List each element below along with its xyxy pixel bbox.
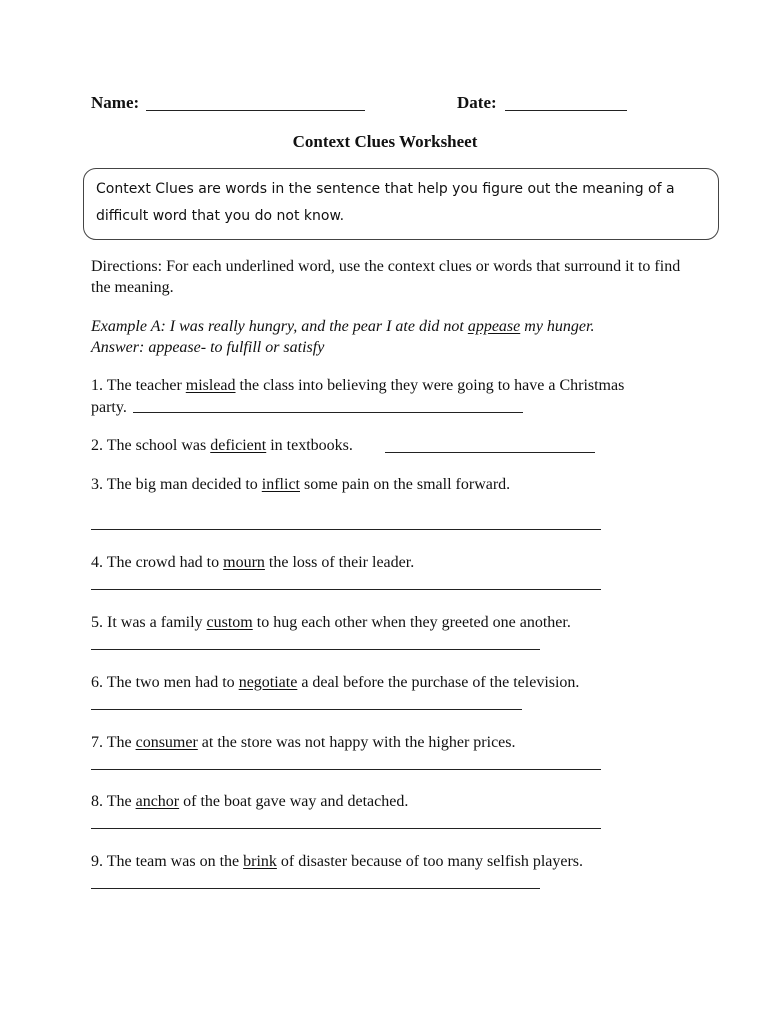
question-1 bbox=[91, 375, 624, 396]
vocab-word: negotiate bbox=[238, 674, 298, 691]
example-answer: Answer: appease- to fulfill or satisfy bbox=[91, 339, 325, 356]
question-text: of disaster because of too many selfish players. bbox=[276, 853, 584, 870]
vocab-word: deficient bbox=[210, 437, 267, 454]
vocab-word: inflict bbox=[261, 476, 300, 493]
question-text: the class into believing they were going to have a Christmas bbox=[235, 377, 625, 394]
answer-line-5[interactable] bbox=[91, 649, 540, 650]
question-6 bbox=[91, 672, 579, 693]
vocab-word: consumer bbox=[135, 734, 198, 751]
question-text: 8. The bbox=[91, 793, 136, 810]
question-text: 3. The big man decided to bbox=[91, 476, 262, 493]
page-title: Context Clues Worksheet bbox=[292, 132, 478, 151]
question-text: 5. It was a family bbox=[91, 614, 207, 631]
definition-box bbox=[83, 168, 719, 240]
date-label: Date: bbox=[457, 93, 497, 112]
answer-line-7[interactable] bbox=[91, 769, 601, 770]
question-1-continued: party. bbox=[91, 399, 127, 416]
definition-text: Context Clues are words in the sentence that help you figure out the meaning of a difficult word that you do not know. bbox=[96, 181, 675, 224]
vocab-word: mislead bbox=[185, 377, 236, 394]
question-text: 1. The teacher bbox=[91, 377, 186, 394]
answer-line-6[interactable] bbox=[91, 709, 522, 710]
vocab-word: custom bbox=[206, 614, 253, 631]
question-text: 6. The two men had to bbox=[91, 674, 239, 691]
question-8 bbox=[91, 791, 408, 812]
question-5 bbox=[91, 612, 571, 633]
vocab-word: brink bbox=[243, 853, 277, 870]
answer-line-1[interactable] bbox=[133, 412, 523, 413]
question-7 bbox=[91, 732, 516, 753]
answer-line-8[interactable] bbox=[91, 828, 601, 829]
question-text: 2. The school was bbox=[91, 437, 211, 454]
question-text: a deal before the purchase of the television. bbox=[297, 674, 580, 691]
question-text: 7. The bbox=[91, 734, 136, 751]
example-after: my hunger. bbox=[520, 318, 595, 335]
date-field[interactable] bbox=[505, 110, 627, 111]
vocab-word: mourn bbox=[223, 554, 265, 571]
question-text: 9. The team was on the bbox=[91, 853, 244, 870]
answer-line-2[interactable] bbox=[385, 452, 595, 453]
name-field[interactable] bbox=[146, 110, 365, 111]
question-text: the loss of their leader. bbox=[264, 554, 415, 571]
question-text: to hug each other when they greeted one another. bbox=[252, 614, 571, 631]
name-label: Name: bbox=[91, 93, 140, 112]
question-text: 4. The crowd had to bbox=[91, 554, 224, 571]
question-text: some pain on the small forward. bbox=[300, 476, 511, 493]
question-9 bbox=[91, 851, 583, 872]
question-4 bbox=[91, 552, 414, 573]
question-text: at the store was not happy with the higher prices. bbox=[197, 734, 516, 751]
example-word: appease bbox=[467, 318, 521, 335]
question-text: of the boat gave way and detached. bbox=[179, 793, 409, 810]
answer-line-3[interactable] bbox=[91, 529, 601, 530]
example-sentence bbox=[91, 316, 701, 337]
vocab-word: anchor bbox=[135, 793, 180, 810]
example-before: Example A: I was really hungry, and the pear I ate did not bbox=[91, 318, 468, 335]
answer-line-4[interactable] bbox=[91, 589, 601, 590]
question-text: in textbooks. bbox=[266, 437, 353, 454]
question-3 bbox=[91, 474, 510, 495]
directions-text: Directions: For each underlined word, use the context clues or words that surround it to find the meaning. bbox=[91, 258, 681, 296]
answer-line-9[interactable] bbox=[91, 888, 540, 889]
question-2 bbox=[91, 435, 353, 456]
